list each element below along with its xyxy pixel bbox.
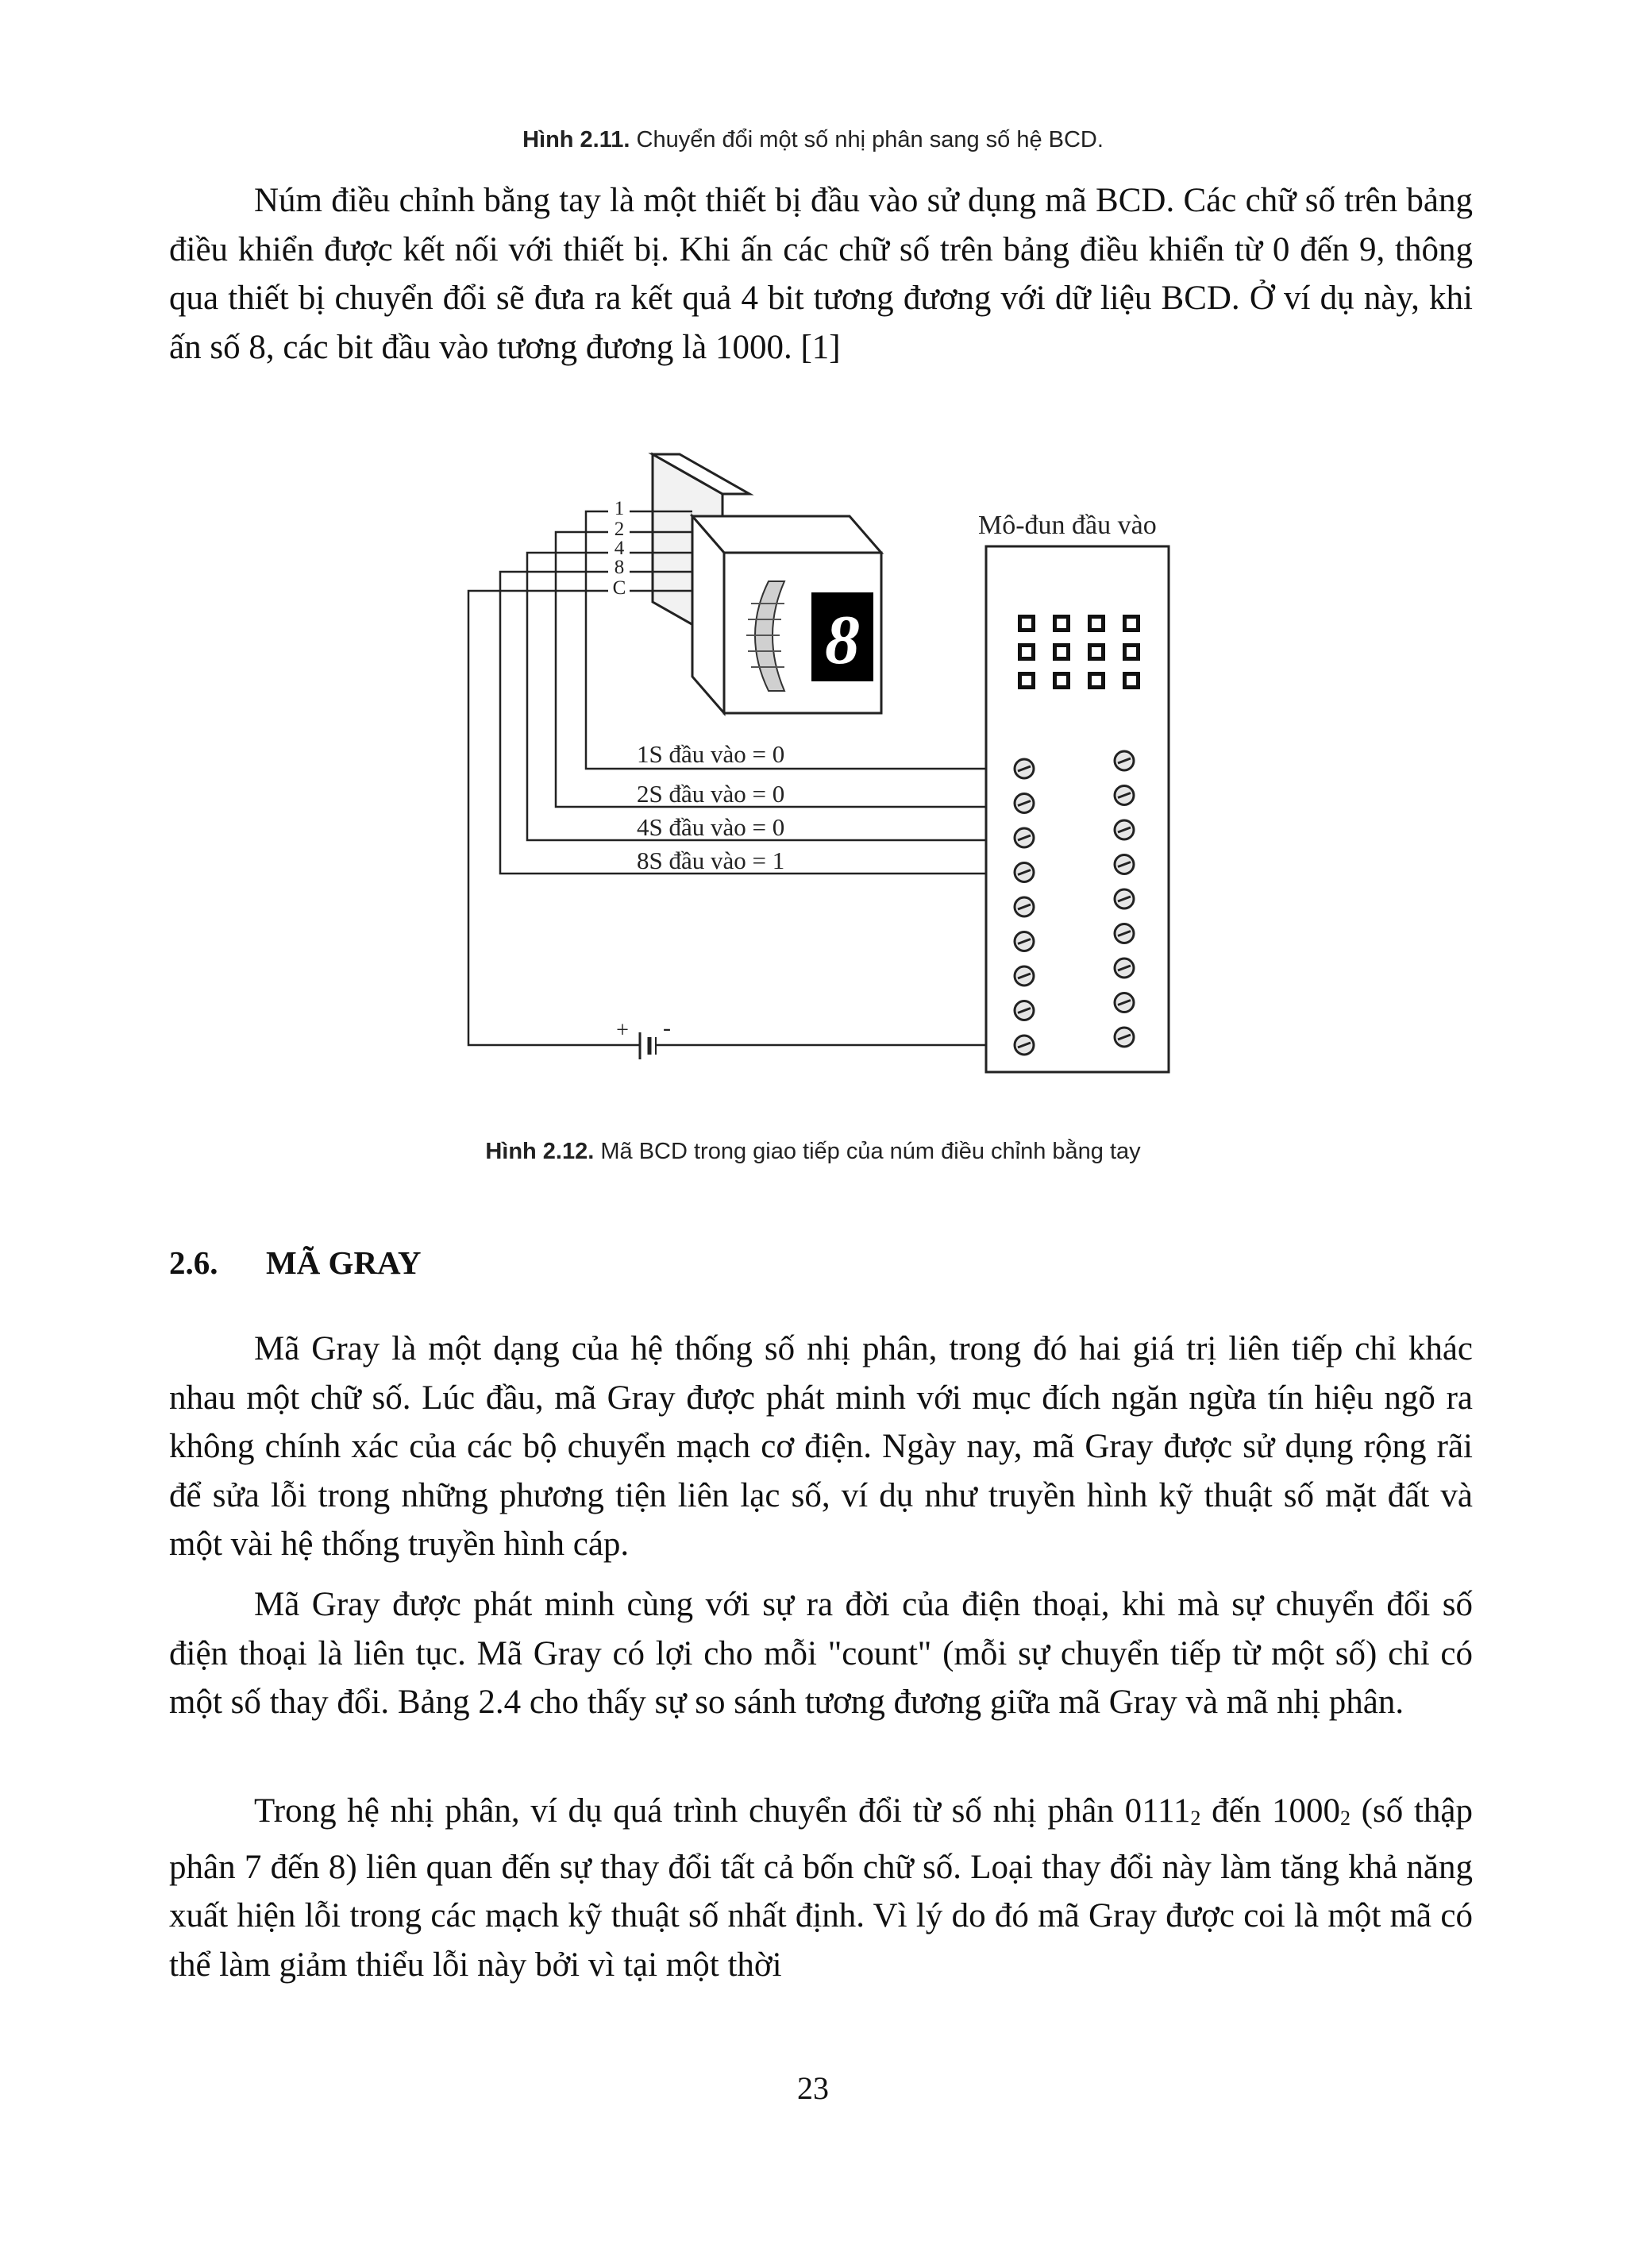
terminal-label-8: 8 [614, 557, 625, 578]
figure-2-12-label: Hình 2.12. [485, 1139, 595, 1164]
module-indicator-led-window [1127, 647, 1136, 657]
paragraph-bcd-thumbwheel: Núm điều chỉnh bằng tay là một thiết bị đầu vào sử dụng mã BCD. Các chữ số trên bảng điều khiển được kết nối với thiết bị. Khi ấn các chữ số trên bảng điều khiển từ 0 đến 9, thông qua thiết bị chuyển đổi sẽ đưa ra kết quả 4 bit tương đương với dữ liệu BCD. Ở ví dụ này, khi ấn số 8, các bit đầu vào tương đương là 1000. [1] [169, 182, 1473, 366]
module-indicator-led-window [1022, 676, 1031, 685]
module-indicator-led-window [1022, 647, 1031, 657]
subscript-base-a: 2 [1190, 1807, 1201, 1830]
digit-display-value: 8 [825, 602, 860, 679]
paragraph-binary-transition [169, 1787, 1473, 1989]
input-module [986, 546, 1169, 1072]
battery-minus-label: - [663, 1015, 671, 1041]
section-number: 2.6. [169, 1244, 218, 1281]
page-number: 23 [797, 2070, 829, 2106]
paragraph-gray-code-intro: Mã Gray là một dạng của hệ thống số nhị phân, trong đó hai giá trị liên tiếp chỉ khác nhau một chữ số. Lúc đầu, mã Gray được phát minh với mục đích ngăn ngừa tín hiệu ngõ ra không chính xác của các bộ chuyển mạch cơ điện. Ngày nay, mã Gray được sử dụng rộng rãi để sửa lỗi trong những phương tiện liên lạc số, ví dụ như truyền hình kỹ thuật số mặt đất và một vài hệ thống truyền hình cáp. [169, 1330, 1473, 1564]
input-line-labels [637, 740, 784, 874]
terminal-label-1: 1 [614, 498, 625, 519]
battery-symbol [640, 1032, 656, 1059]
paragraph-part-c: (số thập phân 7 đến 8) liên quan đến sự thay đổi tất cả bốn chữ số. Loại thay đổi này làm tăng khả năng xuất hiện lỗi trong các mạch kỹ thuật số nhất định. Vì lý do đó mã Gray được coi là một mã có thể làm giảm thiểu lỗi này bởi vì tại một thời [169, 1792, 1474, 1984]
module-indicator-led-window [1022, 619, 1031, 628]
module-indicator-led-window [1092, 676, 1101, 685]
input-line-label-8s: 8S đầu vào = 1 [637, 847, 785, 874]
module-indicator-led-window [1127, 619, 1136, 628]
paragraph-gray-code-history: Mã Gray được phát minh cùng với sự ra đời của điện thoại, khi mà sự chuyển đổi số điện thoại là liên tục. Mã Gray có lợi cho mỗi "count" (mỗi sự chuyển tiếp từ một số) chỉ có một số thay đổi. Bảng 2.4 cho thấy sự so sánh tương đương giữa mã Gray và mã nhị phân. [169, 1586, 1473, 1722]
paragraph-part-a: Trong hệ nhị phân, ví dụ quá trình chuyển đổi từ số nhị phân 0111 [254, 1792, 1191, 1830]
figure-2-11-text: Chuyển đổi một số nhị phân sang số hệ BCD. [630, 127, 1104, 152]
input-module-title: Mô-đun đầu vào [978, 511, 1157, 540]
section-title: MÃ GRAY [266, 1244, 422, 1281]
figure-2-11-label: Hình 2.11. [522, 127, 630, 152]
paragraph-part-b: đến 1000 [1200, 1792, 1340, 1830]
subscript-base-b: 2 [1339, 1807, 1351, 1830]
figure-2-12-text: Mã BCD trong giao tiếp của núm điều chỉnh bằng tay [594, 1139, 1141, 1164]
module-indicator-led-window [1092, 619, 1101, 628]
input-line-label-2s: 2S đầu vào = 0 [637, 780, 785, 808]
terminal-labels [613, 498, 626, 599]
module-indicator-led-window [1057, 619, 1066, 628]
terminal-label-4: 4 [614, 538, 625, 559]
module-indicator-led-window [1092, 647, 1101, 657]
terminal-label-2: 2 [614, 519, 625, 540]
terminal-label-c: C [612, 577, 626, 599]
input-line-label-1s: 1S đầu vào = 0 [637, 740, 785, 768]
battery-plus-label: + [616, 1018, 629, 1043]
module-indicator-led-window [1057, 647, 1066, 657]
thumbwheel-side-face [692, 516, 724, 713]
input-line-label-4s: 4S đầu vào = 0 [637, 813, 785, 841]
module-indicator-led-window [1127, 676, 1136, 685]
figure-2-12-caption [0, 1139, 1626, 1165]
section-heading [169, 1244, 422, 1282]
module-indicator-led-window [1057, 676, 1066, 685]
